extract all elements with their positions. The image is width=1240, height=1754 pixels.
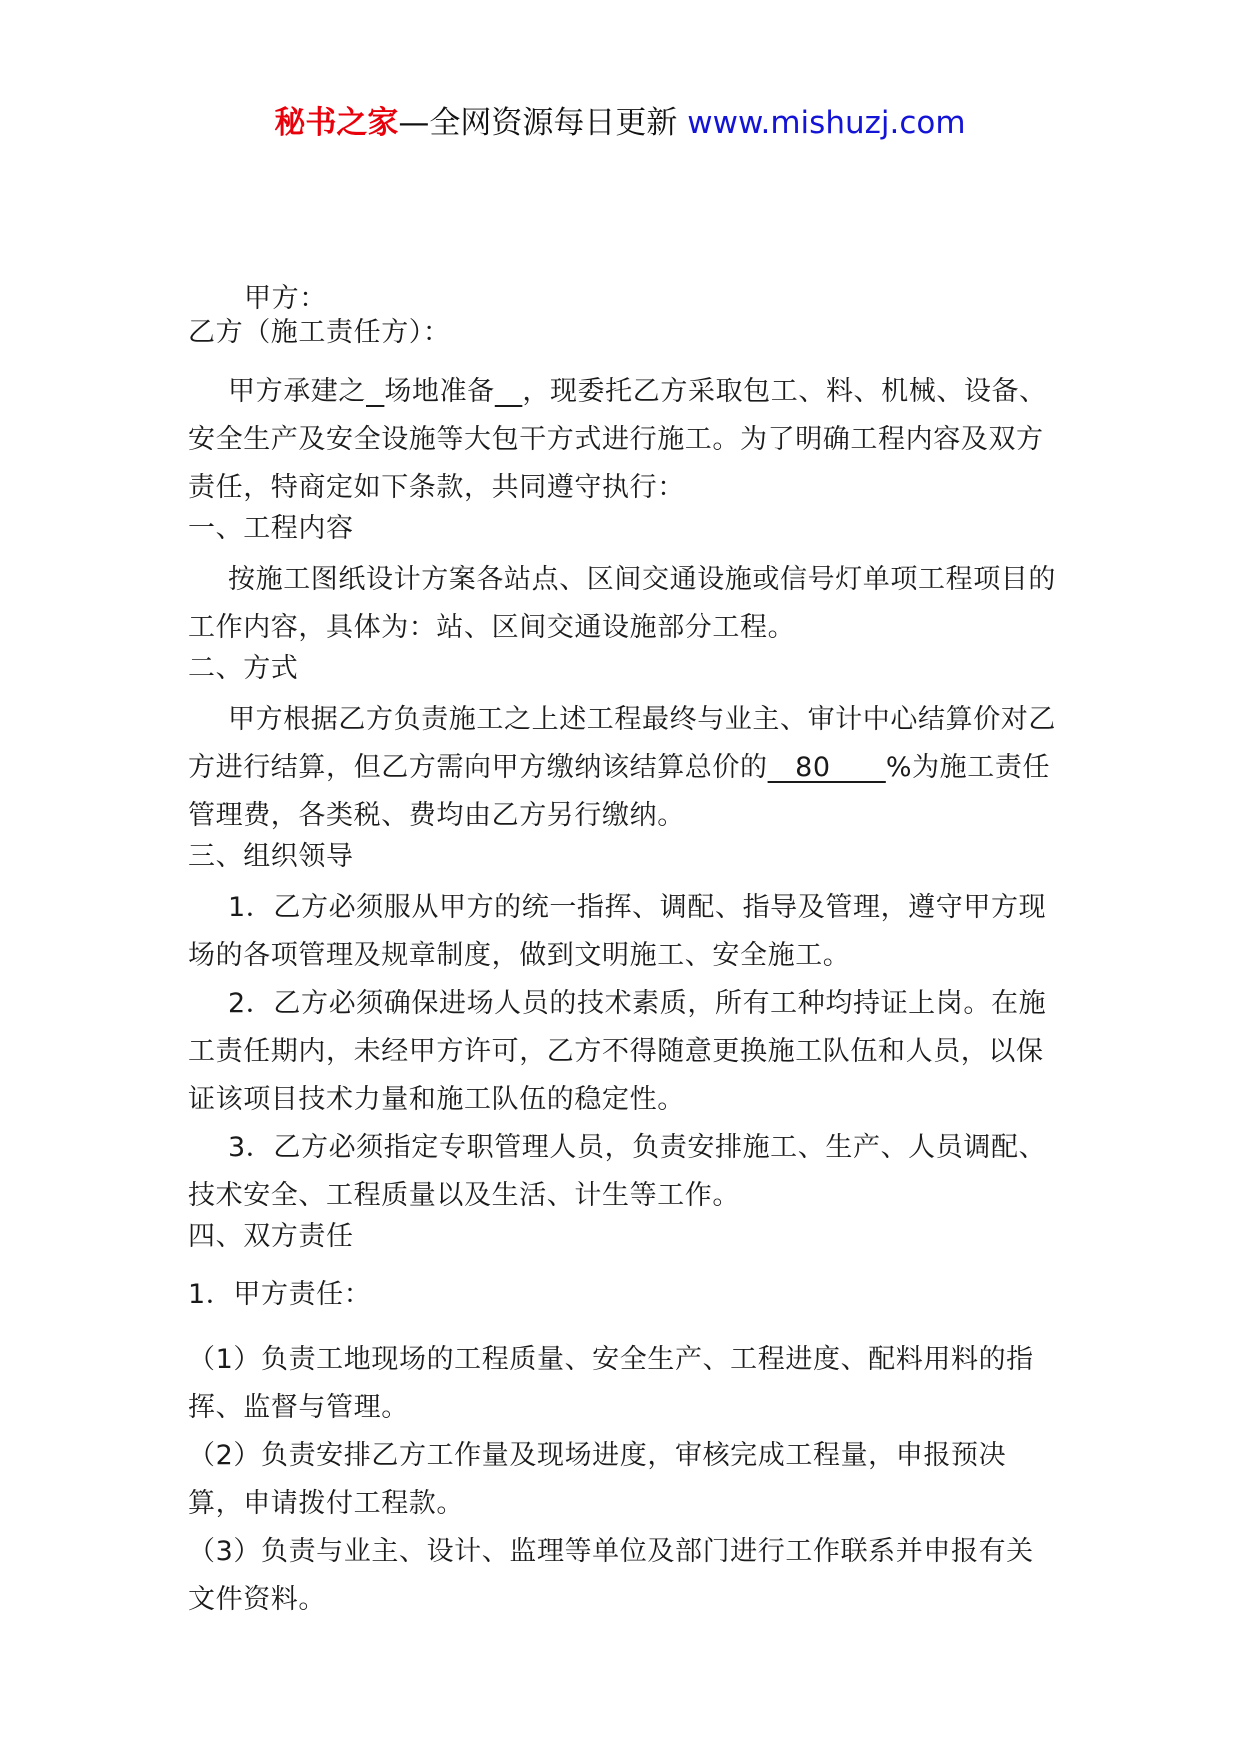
management-fee-rate: 80 bbox=[767, 752, 886, 783]
brand-name: 秘书之家 bbox=[274, 105, 399, 141]
section-2-text-a: 甲方根据乙方负责施工之上述工程最终与业主、审计中心结算价对乙方进行结算，但乙方需向甲方缴纳该结算总价的 bbox=[188, 704, 1056, 783]
contract-document bbox=[188, 282, 1056, 1624]
section-2-title: 二、方式 bbox=[188, 653, 299, 684]
intro-paragraph bbox=[188, 368, 1056, 512]
section-3-item-3: 3．乙方必须指定专职管理人员，负责安排施工、生产、人员调配、技术安全、工程质量以及生活、计生等工作。 bbox=[188, 1132, 1047, 1211]
party-b-line: 乙方（施工责任方）： bbox=[188, 317, 451, 348]
section-3-item-1: 1．乙方必须服从甲方的统一指挥、调配、指导及管理，遵守甲方现场的各项管理及规章制度，做到文明施工、安全施工。 bbox=[188, 892, 1047, 971]
intro-text-b: 场地准备 bbox=[384, 376, 495, 407]
section-4-item-1: （1）负责工地现场的工程质量、安全生产、工程进度、配料用料的指挥、监督与管理。 bbox=[188, 1344, 1034, 1423]
intro-blank-2 bbox=[495, 376, 523, 407]
section-4-item-2: （2）负责安排乙方工作量及现场进度，审核完成工程量，申报预决算，申请拨付工程款。 bbox=[188, 1440, 1007, 1519]
section-2-text bbox=[188, 696, 1056, 840]
party-a-line: 甲方： bbox=[244, 283, 327, 314]
section-1-text: 按施工图纸设计方案各站点、区间交通设施或信号灯单项工程项目的工作内容，具体为：站、区间交通设施部分工程。 bbox=[188, 564, 1056, 643]
header-tagline: —全网资源每日更新 bbox=[398, 105, 678, 141]
section-2-text-b: %为施工责任管理费，各类税、费均由乙方另行缴纳。 bbox=[188, 752, 1051, 831]
intro-text-c: ，现委托乙方采取包工、料、机械、设备、安全生产及安全设施等大包干方式进行施工。为了明确工程内容及双方责任，特商定如下条款，共同遵守执行： bbox=[188, 376, 1047, 503]
section-1-title: 一、工程内容 bbox=[188, 513, 354, 544]
section-4-item-3: （3）负责与业主、设计、监理等单位及部门进行工作联系并申报有关文件资料。 bbox=[188, 1536, 1034, 1615]
section-3-title: 三、组织领导 bbox=[188, 841, 354, 872]
site-header bbox=[0, 100, 1240, 146]
section-4-title: 四、双方责任 bbox=[188, 1221, 354, 1252]
intro-blank-1 bbox=[366, 376, 384, 407]
section-4-subtitle-party-a: 1．甲方责任： bbox=[188, 1279, 372, 1310]
intro-text-a: 甲方承建之 bbox=[228, 376, 366, 407]
section-3-item-2: 2．乙方必须确保进场人员的技术素质，所有工种均持证上岗。在施工责任期内，未经甲方许可，乙方不得随意更换施工队伍和人员，以保证该项目技术力量和施工队伍的稳定性。 bbox=[188, 988, 1047, 1115]
site-url-link[interactable]: www.mishuzj.com bbox=[687, 105, 966, 141]
